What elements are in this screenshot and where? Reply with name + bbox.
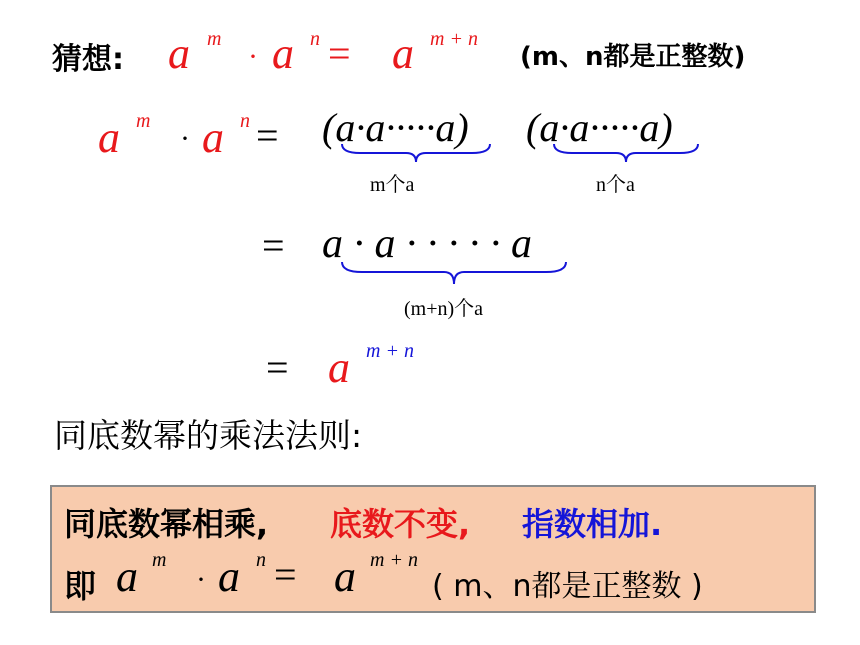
guess-base-2: a (272, 29, 294, 78)
guess-equals: = (328, 31, 351, 76)
guess-exp-m: m (207, 28, 222, 50)
brace-sum (340, 260, 568, 286)
brace-m (340, 142, 492, 164)
guess-dot: · (248, 40, 258, 73)
rule-line2-prefix: 即 (64, 567, 97, 605)
rule-heading: 同底数幂的乘法法则: (54, 416, 363, 455)
rule-line2-base-3: a (334, 552, 356, 601)
rule-part-3: 指数相加. (522, 505, 663, 543)
guess-base-3: a (392, 29, 414, 78)
guess-condition: (m、n都是正整数) (520, 42, 746, 72)
guess-base-1: a (168, 29, 190, 78)
result-base: a (328, 343, 350, 392)
result-exp: m + n (366, 340, 414, 362)
rule-line2-base-1: a (116, 552, 138, 601)
rule-line2-exp-sum: m + n (370, 549, 418, 571)
expansion-exp-n: n (240, 110, 250, 132)
rule-line2-equals: = (274, 552, 297, 597)
expansion-exp-m: m (136, 110, 151, 132)
expansion-dot: · (180, 122, 190, 155)
expansion-group-1: (a·a·····a) (322, 105, 469, 150)
guess-exp-sum: m + n (430, 28, 478, 50)
combined-equals: = (262, 223, 285, 268)
guess-label: 猜想: (52, 42, 124, 77)
rule-line2-base-2: a (218, 552, 240, 601)
expansion-equals: = (256, 113, 279, 158)
brace-n-label: n个a (596, 174, 635, 196)
guess-exp-n: n (310, 28, 320, 50)
expansion-group-2: (a·a·····a) (526, 105, 673, 150)
rule-line2-exp-m: m (152, 549, 167, 571)
rule-box (50, 485, 816, 613)
rule-line2-condition: ( m、n都是正整数 ) (432, 569, 703, 604)
rule-line2-exp-n: n (256, 549, 266, 571)
brace-sum-label: (m+n)个a (404, 298, 484, 320)
rule-line2-dot: · (196, 563, 206, 596)
brace-n (552, 142, 700, 164)
combined-product: a · a · · · · · a (322, 221, 532, 267)
result-equals: = (266, 345, 289, 390)
brace-m-label: m个a (370, 174, 415, 196)
rule-part-2: 底数不变, (330, 505, 471, 543)
rule-part-1: 同底数幂相乘, (64, 505, 269, 543)
expansion-base-1: a (98, 113, 120, 162)
expansion-base-2: a (202, 113, 224, 162)
